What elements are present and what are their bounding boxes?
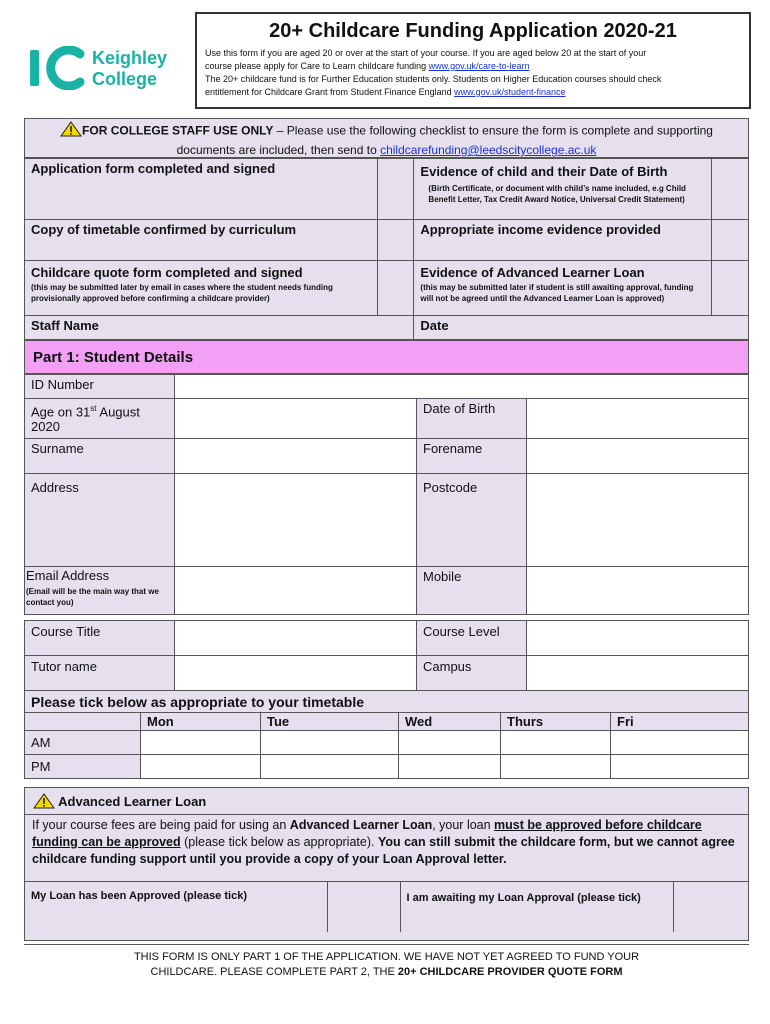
item-timetable — [25, 220, 378, 261]
address-label: Address — [31, 480, 79, 495]
part1-heading — [24, 340, 749, 374]
age-input[interactable] — [175, 399, 417, 439]
logo-line2: College — [92, 69, 158, 89]
loan-p1c: (please tick below as appropriate). — [180, 835, 378, 849]
student-details-table — [24, 374, 749, 615]
course-title-label: Course Title — [31, 624, 101, 639]
loan-awaiting-label: I am awaiting my Loan Approval (please tick) — [406, 892, 641, 904]
footer-line1: THIS FORM IS ONLY PART 1 OF THE APPLICATION. WE HAVE NOT YET AGREED TO FUND YOUR — [133, 951, 640, 963]
loan-heading-text: Advanced Learner Loan — [58, 793, 207, 809]
course-level-label: Course Level — [423, 624, 500, 639]
tick-quote[interactable] — [377, 261, 414, 316]
logo-mark — [28, 46, 86, 90]
campus-label-cell — [417, 656, 527, 691]
course-title-input[interactable] — [175, 621, 417, 656]
tick-income[interactable] — [712, 220, 749, 261]
footer-note — [24, 950, 749, 980]
staff-heading-rest: – Please use the following checklist to ensure the form is complete and supporting — [273, 123, 713, 138]
postcode-label-cell — [417, 474, 527, 567]
am-fri[interactable] — [611, 731, 749, 755]
am-tue[interactable] — [261, 731, 399, 755]
loan-paragraph — [25, 815, 748, 868]
dob-label: Date of Birth — [423, 401, 496, 416]
am-thurs[interactable] — [501, 731, 611, 755]
staff-date-field[interactable] — [414, 316, 749, 340]
intro-line3: The 20+ childcare fund is for Further Education students only. Students on Higher Education courses should check — [205, 74, 662, 84]
loan-approved-tick[interactable] — [327, 882, 400, 932]
loan-approved-label: My Loan has been Approved (please tick) — [31, 890, 247, 902]
intro-line2: course please apply for Care to Learn childcare funding — [205, 61, 429, 71]
day-tue — [261, 713, 399, 731]
age-label-a: Age on 31 — [31, 404, 91, 420]
item-app-form-label: Application form completed and signed — [31, 161, 276, 176]
email-label-cell — [25, 567, 175, 615]
header-box — [195, 12, 751, 109]
mobile-label: Mobile — [423, 569, 462, 584]
campus-label: Campus — [423, 659, 472, 674]
day-wed-label: Wed — [405, 714, 433, 729]
age-label-year: 2020 — [31, 419, 60, 435]
item-income-label: Appropriate income evidence provided — [420, 222, 661, 237]
intro-text — [205, 47, 741, 99]
mobile-input[interactable] — [527, 567, 749, 615]
loan-p1-underline: must be approved before childcare funding can be approved — [32, 818, 702, 849]
tutor-input[interactable] — [175, 656, 417, 691]
day-wed — [399, 713, 501, 731]
tick-timetable[interactable] — [377, 220, 414, 261]
item-quote — [25, 261, 378, 316]
staff-name-field[interactable] — [25, 316, 414, 340]
item-loan-evidence-note: (this may be submitted later if student is still awaiting approval, funding will not be agreed until the Advanced Learner Loan is approved) — [420, 283, 694, 303]
day-mon-label: Mon — [147, 714, 174, 729]
item-evidence-child — [414, 159, 712, 220]
email-note: (Email will be the main way that we contact you) — [26, 587, 159, 607]
loan-p1-bold: Advanced Learner Loan — [289, 818, 433, 832]
forename-input[interactable] — [527, 439, 749, 474]
surname-input[interactable] — [175, 439, 417, 474]
staff-heading-line2: documents are included, then send to — [176, 143, 381, 157]
item-evidence-child-note: (Birth Certificate, or document with child’s name included, e.g Child Benefit Letter, Tax Credit Award Notice, Universal Credit Statement) — [428, 184, 686, 204]
item-app-form — [25, 159, 378, 220]
staff-name-label: Staff Name — [31, 318, 99, 333]
loan-heading — [24, 787, 749, 815]
care-to-learn-link[interactable]: www.gov.uk/care-to-learn — [428, 61, 530, 71]
age-label-cell — [25, 399, 175, 439]
staff-date-label: Date — [420, 318, 449, 333]
staff-email-link[interactable]: childcarefunding@leedscitycollege.ac.uk — [380, 143, 597, 157]
tutor-label-cell — [25, 656, 175, 691]
loan-p1-bold2: You can still submit the childcare form, but we cannot agree childcare funding support until you provide a copy of your Loan Approval letter. — [32, 835, 735, 866]
course-level-label-cell — [417, 621, 527, 656]
course-title-label-cell — [25, 621, 175, 656]
campus-input[interactable] — [527, 656, 749, 691]
age-label-sup: st — [90, 404, 97, 413]
course-table — [24, 620, 749, 691]
tutor-label: Tutor name — [31, 659, 97, 674]
loan-p1b: , your loan — [432, 818, 495, 832]
am-wed[interactable] — [399, 731, 501, 755]
day-fri — [611, 713, 749, 731]
dob-input[interactable] — [527, 399, 749, 439]
student-finance-link[interactable]: www.gov.uk/student-finance — [454, 87, 566, 97]
id-number-input[interactable] — [175, 375, 749, 399]
forename-label-cell — [417, 439, 527, 474]
age-label-b: August — [96, 404, 140, 420]
item-quote-note: (this may be submitted later by email in cases where the student needs funding provisionally approved before confirming a childcare provider) — [31, 283, 333, 303]
item-timetable-label: Copy of timetable confirmed by curriculum — [31, 222, 297, 237]
id-number-label: ID Number — [31, 377, 94, 392]
address-input[interactable] — [175, 474, 417, 567]
pm-fri[interactable] — [611, 755, 749, 779]
surname-label-cell — [25, 439, 175, 474]
pm-tue[interactable] — [261, 755, 399, 779]
staff-checklist-table — [24, 158, 749, 340]
loan-body — [24, 815, 749, 941]
timetable-heading: Please tick below as appropriate to your timetable — [31, 694, 364, 710]
am-mon[interactable] — [141, 731, 261, 755]
pm-label-cell — [25, 755, 141, 779]
loan-tick-table — [25, 881, 748, 932]
loan-awaiting-tick[interactable] — [673, 882, 748, 932]
dob-label-cell — [417, 399, 527, 439]
item-evidence-child-label: Evidence of child and their Date of Birth — [420, 164, 668, 179]
warning-icon — [60, 121, 82, 142]
item-loan-evidence — [414, 261, 712, 316]
timetable-corner — [25, 713, 141, 731]
loan-warning-icon — [33, 793, 55, 812]
forename-label: Forename — [423, 441, 483, 456]
part1-heading-text: Part 1: Student Details — [33, 349, 194, 366]
postcode-label: Postcode — [423, 480, 478, 495]
intro-line4: entitlement for Childcare Grant from Student Finance England — [205, 87, 455, 97]
surname-label: Surname — [31, 441, 84, 456]
footer-line2-bold: 20+ CHILDCARE PROVIDER QUOTE FORM — [397, 966, 623, 978]
pm-label: PM — [31, 759, 51, 774]
loan-p1: If your course fees are being paid for using an — [32, 818, 290, 832]
logo-line1: Keighley — [92, 48, 168, 68]
am-label: AM — [31, 735, 51, 750]
am-label-cell — [25, 731, 141, 755]
day-fri-label: Fri — [617, 714, 634, 729]
email-label: Email Address — [26, 568, 110, 583]
staff-checklist-header — [24, 118, 749, 158]
intro-line1: Use this form if you are aged 20 or over at the start of your course. If you are aged below 20 at the start of your — [205, 48, 647, 58]
footer-divider — [24, 944, 749, 945]
tick-evidence-child[interactable] — [712, 159, 749, 220]
loan-awaiting-cell — [400, 882, 673, 932]
item-income — [414, 220, 712, 261]
footer-line2: CHILDCARE. PLEASE COMPLETE PART 2, THE — [150, 966, 398, 978]
course-level-input[interactable] — [527, 621, 749, 656]
college-logo — [28, 44, 188, 94]
address-label-cell — [25, 474, 175, 567]
day-mon — [141, 713, 261, 731]
item-loan-evidence-label: Evidence of Advanced Learner Loan — [420, 265, 645, 280]
loan-approved-cell — [25, 882, 327, 932]
id-number-label-cell — [25, 375, 175, 399]
day-thurs — [501, 713, 611, 731]
tick-app-form[interactable] — [377, 159, 414, 220]
email-input[interactable] — [175, 567, 417, 615]
timetable-table — [24, 690, 749, 779]
tick-loan-evidence[interactable] — [712, 261, 749, 316]
postcode-input[interactable] — [527, 474, 749, 567]
pm-wed[interactable] — [399, 755, 501, 779]
pm-thurs[interactable] — [501, 755, 611, 779]
age-label — [25, 399, 174, 436]
day-thurs-label: Thurs — [507, 714, 544, 729]
mobile-label-cell — [417, 567, 527, 615]
timetable-heading-cell — [25, 691, 749, 713]
day-tue-label: Tue — [267, 714, 290, 729]
staff-heading: FOR COLLEGE STAFF USE ONLY — [82, 123, 274, 138]
pm-mon[interactable] — [141, 755, 261, 779]
page-title: 20+ Childcare Funding Application 2020-21 — [269, 20, 677, 42]
item-quote-label: Childcare quote form completed and signed — [31, 265, 303, 280]
